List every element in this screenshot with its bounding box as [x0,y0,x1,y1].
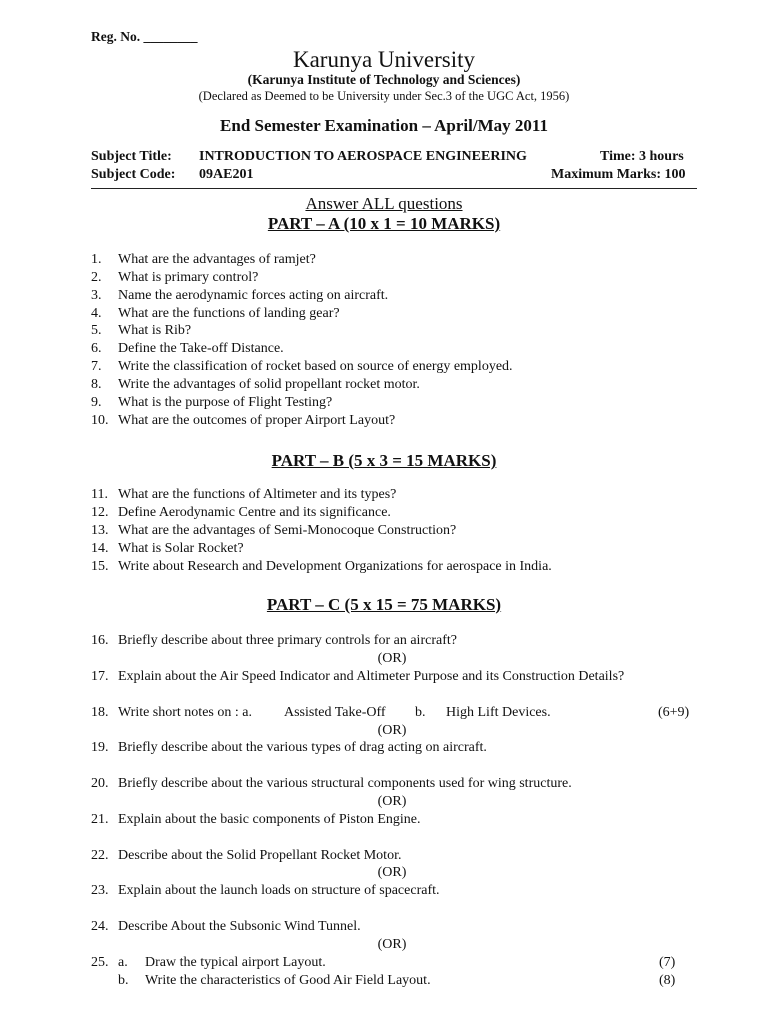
question: 23. Explain about the launch loads on structure of spacecraft. [91,883,440,898]
or-separator: (OR) [377,865,407,880]
question: 17. Explain about the Air Speed Indicator and Altimeter Purpose and its Construction Details? [91,669,625,684]
question: 16. Briefly describe about three primary controls for an aircraft? [91,633,457,648]
part-a-title: PART – A (10 x 1 = 10 MARKS) [267,214,501,233]
question: 11. What are the functions of Altimeter and its types? [91,487,397,502]
q18-marks: (6+9) [658,705,690,720]
or-separator: (OR) [377,937,407,952]
question: 13. What are the advantages of Semi-Monocoque Construction? [91,523,457,538]
subject-title: INTRODUCTION TO AEROSPACE ENGINEERING [199,149,527,164]
exam-time: Time: 3 hours [600,149,684,164]
question: 14. What is Solar Rocket? [91,541,244,556]
q25-option-b: Write the characteristics of Good Air Field Layout. [145,973,431,988]
question: 4. What are the functions of landing gear? [91,306,340,321]
instructions: Answer ALL questions [305,194,463,213]
q18-option-b: High Lift Devices. [446,705,551,720]
exam-title: End Semester Examination – April/May 2011 [220,116,548,135]
subject-title-label: Subject Title: [91,149,172,164]
or-separator: (OR) [377,723,407,738]
university-name: Karunya University [292,47,476,72]
header-divider [91,188,697,189]
q25-option-a: Draw the typical airport Layout. [145,955,326,970]
question: 9. What is the purpose of Flight Testing? [91,395,333,410]
part-c-title: PART – C (5 x 15 = 75 MARKS) [266,595,502,614]
subject-code: 09AE201 [199,167,254,182]
declaration-note: (Declared as Deemed to be University under Sec.3 of the UGC Act, 1956) [198,89,570,103]
question: 19. Briefly describe about the various types of drag acting on aircraft. [91,740,487,755]
question: 12. Define Aerodynamic Centre and its significance. [91,505,391,520]
or-separator: (OR) [377,794,407,809]
reg-no: Reg. No. ________ [91,29,198,44]
question: 8. Write the advantages of solid propellant rocket motor. [91,377,420,392]
q25-option-b-label: b. [118,973,129,988]
question: 25. [91,955,109,970]
question: 20. Briefly describe about the various structural components used for wing structure. [91,776,572,791]
subject-code-label: Subject Code: [91,167,176,182]
question: 24. Describe About the Subsonic Wind Tunnel. [91,919,361,934]
part-b-title: PART – B (5 x 3 = 15 MARKS) [271,451,497,470]
q25-b-marks: (8) [659,973,676,988]
q18-option-a: Assisted Take-Off [284,705,386,720]
question: 5. What is Rib? [91,323,192,338]
question: 6. Define the Take-off Distance. [91,341,284,356]
question: 3. Name the aerodynamic forces acting on aircraft. [91,288,389,303]
question: 21. Explain about the basic components of Piston Engine. [91,812,421,827]
question: 18. Write short notes on : a. [91,705,252,720]
institute-name: (Karunya Institute of Technology and Sciences) [247,72,521,87]
question: 10. What are the outcomes of proper Airport Layout? [91,413,396,428]
question: 15. Write about Research and Development Organizations for aerospace in India. [91,559,552,574]
question: 7. Write the classification of rocket based on source of energy employed. [91,359,513,374]
q18-option-b-label: b. [415,705,426,720]
question: 2. What is primary control? [91,270,259,285]
question: 22. Describe about the Solid Propellant Rocket Motor. [91,848,402,863]
q25-a-marks: (7) [659,955,676,970]
or-separator: (OR) [377,651,407,666]
question: 1. What are the advantages of ramjet? [91,252,316,267]
maximum-marks: Maximum Marks: 100 [551,167,686,182]
q25-option-a-label: a. [118,955,128,970]
